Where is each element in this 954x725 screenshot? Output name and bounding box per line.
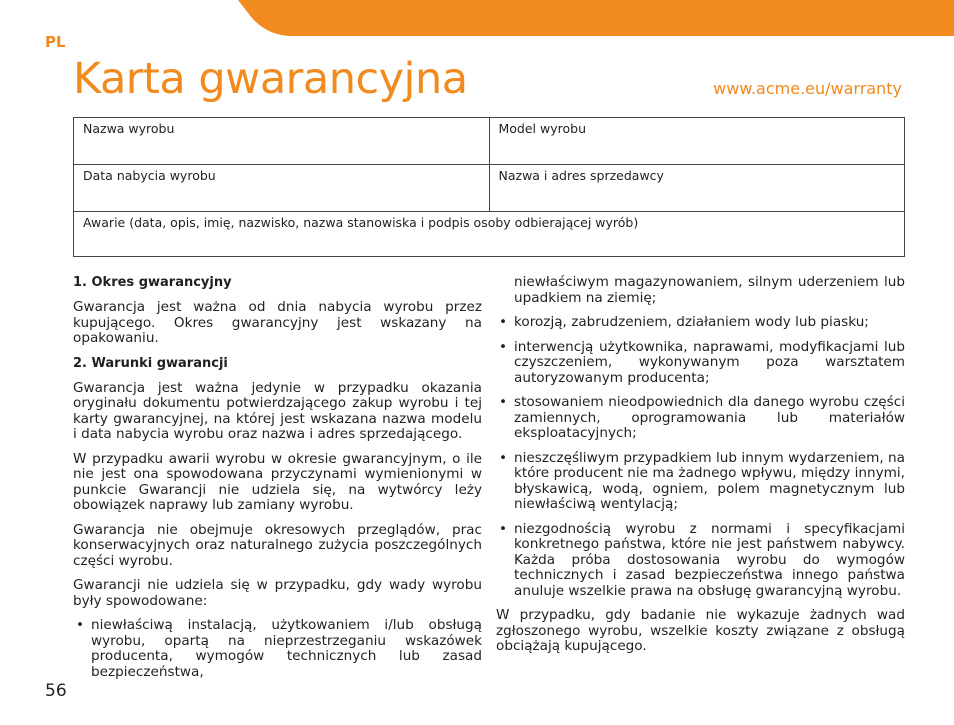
- language-label: PL: [45, 33, 66, 51]
- section-1-heading: 1. Okres gwarancyjny: [73, 275, 232, 290]
- list-item: • niewłaściwą instalacją, użytkowaniem i/lub obsługą wyrobu, opartą na nieprzestrzeganiu wskazówek producenta, wymogów technicznych lub zasad bezpieczeństwa,: [73, 618, 482, 680]
- list-item: • korozją, zabrudzeniem, działaniem wody lub piasku;: [496, 315, 905, 331]
- product-name-cell: [74, 118, 490, 165]
- failures-label: Awarie (data, opis, imię, nazwisko, nazwa stanowiska i podpis osoby odbierającej wyrób): [83, 215, 639, 230]
- product-model-label: Model wyrobu: [498, 121, 586, 136]
- section-2-paragraph-2: W przypadku awarii wyrobu w okresie gwarancyjnym, o ile nie jest ona spowodowana przyczynami wymienionymi w punkcie Gwarancji nie udziela się, na wytwórcy leży obowiązek naprawy lub zamiany wyrobu.: [73, 450, 482, 513]
- warranty-form-table: [73, 117, 905, 257]
- seller-label: Nazwa i adres sprzedawcy: [498, 168, 664, 183]
- exclusions-list: [73, 618, 482, 680]
- exclusions-list-continued: [496, 275, 905, 599]
- page-title: Karta gwarancyjna: [73, 54, 468, 104]
- page-number: 56: [45, 681, 67, 701]
- list-item: • stosowaniem nieodpowiednich dla danego wyrobu części zamiennych, oprogramowania lub materiałów eksploatacyjnych;: [496, 395, 905, 442]
- section-2-paragraph-3: Gwarancja nie obejmuje okresowych przeglądów, prac konserwacyjnych oraz naturalnego zużycia poszczególnych części wyrobu.: [73, 521, 482, 569]
- seller-cell: [489, 165, 905, 212]
- failures-cell: [74, 212, 905, 257]
- section-2-paragraph-1: Gwarancja jest ważna jedynie w przypadku okazania oryginału dokumentu potwierdzającego zakup wyrobu i tej karty gwarancyjnej, na której jest wskazana nazwa modelu i data nabycia wyrobu oraz nazwa i adres sprzedającego.: [73, 379, 482, 442]
- right-column: [496, 275, 905, 664]
- product-name-label: Nazwa wyrobu: [83, 121, 175, 136]
- section-2-paragraph-4: Gwarancji nie udziela się w przypadku, gdy wady wyrobu były spowodowane:: [73, 577, 482, 609]
- left-column: [73, 275, 482, 689]
- section-2-heading: 2. Warunki gwarancji: [73, 355, 228, 371]
- list-item: niewłaściwym magazynowaniem, silnym uderzeniem lub upadkiem na ziemię;: [514, 274, 905, 306]
- section-1-text: Gwarancja jest ważna od dnia nabycia wyrobu przez kupującego. Okres gwarancyjny jest wskazany na opakowaniu.: [73, 299, 482, 346]
- warranty-url: www.acme.eu/warranty: [713, 79, 902, 98]
- list-item: • niezgodnością wyrobu z normami i specyfikacjami konkretnego państwa, które nie jest państwem nabywcy. Każda próba dostosowania wyrobu do wymogów technicznych i zasad bezpieczeństwa innego państwa anuluje wszelkie prawa na obsługę gwarancyjną wyrobu.: [496, 522, 905, 600]
- closing-paragraph: W przypadku, gdy badanie nie wykazuje żadnych wad zgłoszonego wyrobu, wszelkie koszty związane z obsługą obciążają kupującego.: [496, 607, 905, 654]
- purchase-date-label: Data nabycia wyrobu: [83, 168, 216, 183]
- list-item: • nieszczęśliwym przypadkiem lub innym wydarzeniem, na które producent nie ma żadnego wpływu, między innymi, błyskawicą, wodą, ogniem, polem magnetycznym lub niewłaściwą wentylacją;: [496, 451, 905, 513]
- product-model-cell: [489, 118, 905, 165]
- list-item: • interwencją użytkownika, naprawami, modyfikacjami lub czyszczeniem, wykonywanym poza warsztatem autoryzowanym producenta;: [496, 340, 905, 387]
- purchase-date-cell: [74, 165, 490, 212]
- orange-header-band: [0, 0, 954, 36]
